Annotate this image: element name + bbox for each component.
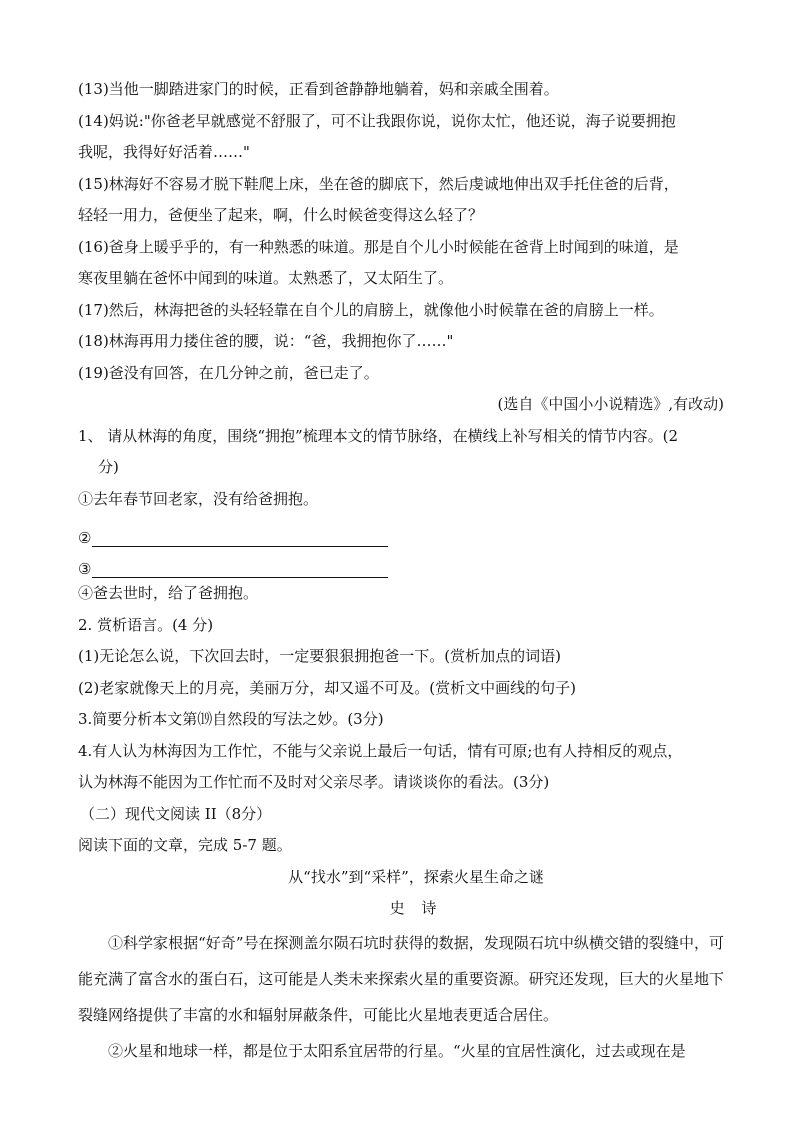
article-paragraph-2: ②火星和地球一样，都是位于太阳系宜居带的行星。“火星的宜居性演化，过去或现在是 [108, 1041, 686, 1060]
paragraph-16-line-1: (16)爸身上暖乎乎的，有一种熟悉的味道。那是自个儿小时候能在爸背上时闻到的味道，是 [78, 237, 679, 256]
paragraph-14-line-1: (14)妈说:"你爸老早就感觉不舒服了，可不让我跟你说，说你太忙，他还说，海子说要拥抱 [78, 111, 676, 130]
question-2-part-2: (2)老家就像天上的月亮，美丽万分，却又遥不可及。(赏析文中画线的句子) [78, 678, 576, 697]
paragraph-13: (13)当他一脚踏进家门的时候，正看到爸静静地躺着，妈和亲戚全围着。 [78, 80, 559, 98]
paragraph-17: (17)然后，林海把爸的头轻轻靠在自个儿的肩膀上，就像他小时候靠在爸的肩膀上一样。 [78, 300, 664, 319]
question-1-line-1: 1、 请从林海的角度，围绕“拥抱”梳理本文的情节脉络，在横线上补写相关的情节内容。(2 [78, 426, 679, 445]
question-1-item-2 [78, 515, 724, 547]
paragraph-16-line-2: 寒夜里躺在爸怀中闻到的味道。太熟悉了，又太陌生了。 [78, 269, 454, 287]
item-2-marker: ② [78, 528, 92, 547]
question-4-line-2: 认为林海不能因为工作忙而不及时对父亲尽孝。请谈谈你的看法。(3分) [78, 773, 550, 791]
section-2-instruction: 阅读下面的文章，完成 5-7 题。 [78, 836, 292, 854]
exam-page [78, 74, 724, 1069]
article-title: 从“找水”到“采样”，探索火星生命之谜 [288, 867, 544, 886]
answer-blank-2[interactable] [92, 526, 388, 547]
question-1-item-1: ①去年春节回老家，没有给爸拥抱。 [78, 489, 319, 508]
question-3: 3.简要分析本文第⒆自然段的写法之妙。(3分) [78, 710, 384, 728]
question-2: 2. 赏析语言。(4 分) [78, 615, 214, 634]
paragraph-15-line-1: (15)林海好不容易才脱下鞋爬上床，坐在爸的脚底下，然后虔诚地伸出双手托住爸的后背， [78, 174, 679, 193]
question-1-item-3 [78, 547, 724, 579]
section-2-heading: （二）现代文阅读 II（8分） [80, 804, 272, 823]
paragraph-15-line-2: 轻轻一用力，爸便坐了起来，啊，什么时候爸变得这么轻了？ [78, 206, 484, 224]
article-paragraph-1: ①科学家根据“好奇”号在探测盖尔陨石坑时获得的数据，发现陨石坑中纵横交错的裂缝中，可能充满了富含水的蛋白石，这可能是人类未来探索火星的重要资源。研究还发现，巨大的火星地下裂缝网络提供了丰富的水和辐射屏蔽条件，可能比火星地表更适合居住。 [78, 933, 724, 1024]
paragraph-19: (19)爸没有回答，在几分钟之前，爸已走了。 [78, 363, 379, 382]
paragraph-18: (18)林海再用力搂住爸的腰，说：“爸，我拥抱你了……" [78, 332, 454, 350]
question-2-part-1: (1)无论怎么说，下次回去时，一定要狠狠拥抱爸一下。(赏析加点的词语) [78, 647, 561, 665]
paragraph-14-line-2: 我呢，我得好好活着……" [78, 143, 250, 161]
article-author: 史 诗 [389, 899, 443, 917]
question-1-line-2: 分) [98, 458, 119, 476]
question-1-item-4: ④爸去世时，给了爸拥抱。 [78, 584, 259, 602]
answer-blank-3[interactable] [92, 557, 388, 578]
question-4-line-1: 4.有人认为林海因为工作忙，不能与父亲说上最后一句话，情有可原;也有人持相反的观点， [78, 741, 683, 760]
source-citation: (选自《中国小小说精选》,有改动) [497, 395, 724, 413]
item-3-marker: ③ [78, 560, 92, 578]
